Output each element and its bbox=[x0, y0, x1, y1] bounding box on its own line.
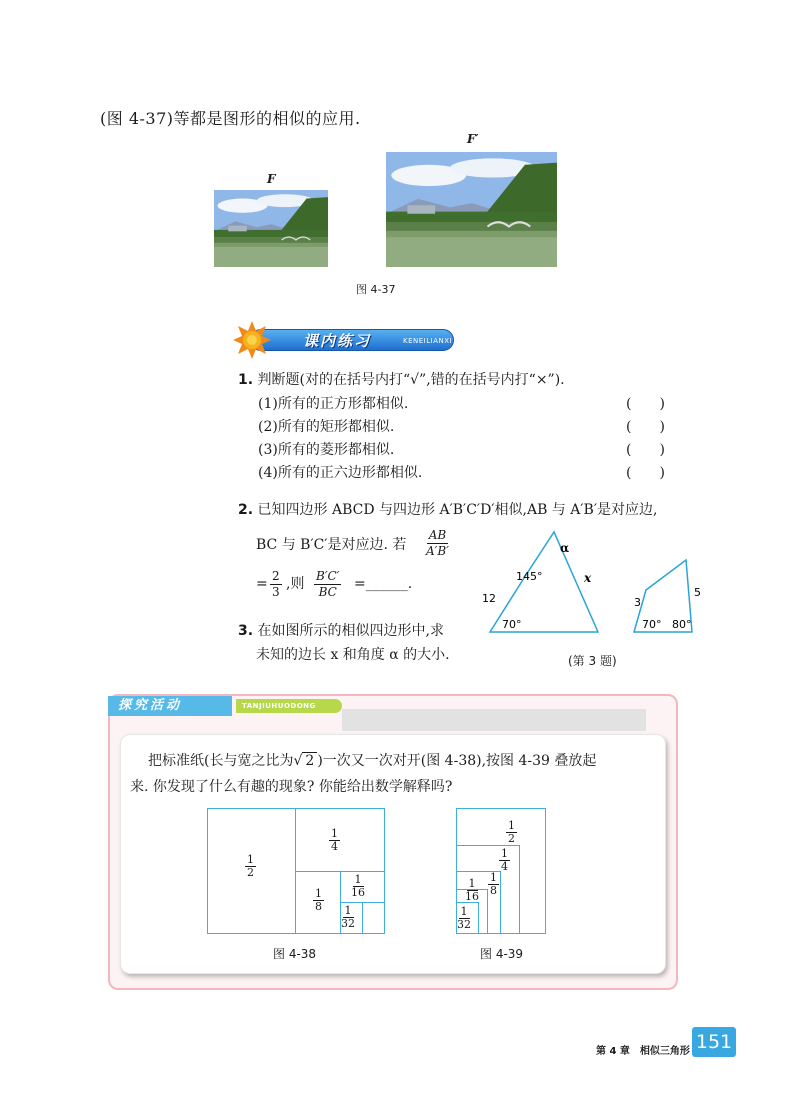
fraction-bc-prime-over-bc bbox=[314, 565, 341, 600]
question-3-line-1 bbox=[238, 619, 444, 643]
big-angle-alpha: α bbox=[560, 541, 570, 555]
q1-item-3-paren: ( ) bbox=[626, 442, 665, 458]
figure-caption-4-39: 图 4-39 bbox=[480, 947, 524, 961]
fig439-eighth-num: 1 bbox=[490, 871, 497, 884]
big-angle-70: 70° bbox=[502, 618, 522, 631]
fig439-frac-quarter bbox=[499, 848, 510, 873]
question-3-line-2: 未知的边长 x 和角度 α 的大小. bbox=[256, 647, 450, 663]
frac-two-thirds-den: 3 bbox=[272, 585, 280, 599]
fraction-ab-over-a-prime-b-prime bbox=[426, 524, 449, 559]
fig438-quarter-den: 4 bbox=[331, 840, 338, 853]
q1-item-4: (4)所有的正六边形都相似. bbox=[258, 465, 423, 481]
frac-two-thirds-num: 2 bbox=[272, 569, 280, 583]
explore-subtitle: TANJIUHUODONG bbox=[236, 699, 342, 713]
similar-quadrilaterals-figure bbox=[478, 528, 708, 638]
figure-4-38 bbox=[207, 808, 385, 934]
q1-item-1: (1)所有的正方形都相似. bbox=[258, 396, 409, 412]
intro-text: (图 4-37)等都是图形的相似的应用. bbox=[100, 109, 361, 128]
explore-line-1-b: )一次又一次对开(图 4-38),按图 4-39 叠放起 bbox=[317, 753, 597, 769]
fig439-thirtysecond-den: 32 bbox=[457, 918, 471, 931]
big-side-x: x bbox=[584, 571, 592, 585]
fig439-thirtysecond-num: 1 bbox=[460, 905, 468, 918]
explore-line-2: 来. 你发现了什么有趣的现象? 你能给出数学解释吗? bbox=[130, 779, 453, 795]
small-side-3: 3 bbox=[634, 596, 641, 609]
fig438-thirtysecond-den: 32 bbox=[341, 917, 355, 930]
frac-ab-num: AB bbox=[428, 528, 447, 542]
fig439-frac-eighth bbox=[488, 872, 499, 897]
fig439-quarter-den: 4 bbox=[501, 860, 508, 873]
frac-ab-den: A′B′ bbox=[426, 544, 449, 558]
question-2-then: ,则 bbox=[286, 576, 305, 592]
fig438-frac-half bbox=[245, 854, 256, 879]
explore-line-1-a: 把标准纸(长与宽之比为 bbox=[148, 753, 294, 769]
fig439-frac-thirtysecond bbox=[457, 906, 471, 931]
question-1-number: 1. bbox=[238, 372, 254, 388]
sqrt-icon: √ bbox=[293, 753, 303, 769]
frac-bc-den: BC bbox=[318, 585, 337, 599]
question-2-line-1 bbox=[238, 498, 708, 522]
question-2-answer-blank: =______. bbox=[354, 576, 413, 592]
question-2-number: 2. bbox=[238, 502, 254, 518]
fig439-frac-half bbox=[506, 820, 517, 845]
figure-label-f: F bbox=[267, 172, 276, 186]
question-3-number: 3. bbox=[238, 623, 254, 639]
practice-banner-bar bbox=[250, 329, 454, 351]
footer-chapter: 第 4 章 相似三角形 bbox=[596, 1046, 690, 1057]
fig438-sixteenth-den: 16 bbox=[351, 886, 365, 899]
fig438-frac-quarter bbox=[329, 828, 340, 853]
question-2-text-1: 已知四边形 ABCD 与四边形 A′B′C′D′相似,AB 与 A′B′是对应边, bbox=[257, 502, 658, 518]
explore-line-1 bbox=[148, 748, 596, 774]
practice-banner bbox=[232, 320, 456, 360]
fig438-eighth-num: 1 bbox=[315, 887, 322, 900]
big-angle-145: 145° bbox=[516, 570, 543, 583]
question-3-caption: (第 3 题) bbox=[568, 654, 617, 668]
figure-caption-4-37: 图 4-37 bbox=[356, 283, 396, 296]
fig438-frac-sixteenth bbox=[351, 874, 365, 899]
fig438-thirtysecond-num: 1 bbox=[344, 904, 352, 917]
question-1-prompt bbox=[238, 368, 565, 392]
fig438-frac-thirtysecond bbox=[341, 905, 355, 930]
explore-stripe bbox=[342, 709, 646, 731]
question-3-text-1: 在如图所示的相似四边形中,求 bbox=[257, 623, 444, 639]
small-angle-80: 80° bbox=[672, 618, 692, 631]
question-1-text: 判断题(对的在括号内打“√”,错的在括号内打“×”). bbox=[257, 372, 565, 388]
landscape-photo-small bbox=[214, 190, 328, 267]
fig439-half-den: 2 bbox=[508, 832, 515, 845]
sun-icon bbox=[232, 320, 272, 360]
fig438-sixteenth-num: 1 bbox=[354, 873, 362, 886]
q1-item-1-paren: ( ) bbox=[626, 396, 665, 412]
fig438-half-den: 2 bbox=[247, 866, 254, 879]
q1-item-4-paren: ( ) bbox=[626, 465, 665, 481]
fig439-sixteenth-den: 16 bbox=[465, 890, 479, 903]
big-side-12: 12 bbox=[482, 592, 496, 605]
fig439-half-num: 1 bbox=[508, 819, 515, 832]
fig438-frac-eighth bbox=[313, 888, 324, 913]
fraction-two-thirds bbox=[270, 565, 282, 600]
page-number: 151 bbox=[692, 1027, 736, 1057]
q1-item-2-paren: ( ) bbox=[626, 419, 665, 435]
figure-caption-4-38: 图 4-38 bbox=[273, 947, 317, 961]
figure-4-39 bbox=[456, 808, 546, 934]
small-side-5: 5 bbox=[694, 586, 701, 599]
fig439-quarter-num: 1 bbox=[501, 847, 508, 860]
fig439-eighth-den: 8 bbox=[490, 884, 497, 897]
figure-label-f-prime: F′ bbox=[467, 132, 479, 146]
practice-subtitle: KENEILIANXI bbox=[403, 337, 453, 345]
frac-bc-num: B′C′ bbox=[316, 569, 340, 583]
landscape-photo-large bbox=[386, 152, 557, 267]
practice-title: 课内练习 bbox=[303, 332, 372, 350]
fig438-half-num: 1 bbox=[247, 853, 254, 866]
fig439-frac-sixteenth bbox=[465, 878, 479, 903]
question-2-line-2: BC 与 B′C′是对应边. 若 bbox=[256, 537, 407, 553]
sqrt-value: 2 bbox=[302, 752, 317, 769]
explore-title: 探究活动 bbox=[118, 698, 183, 713]
big-quadrilateral bbox=[490, 532, 598, 632]
fig438-quarter-num: 1 bbox=[331, 827, 338, 840]
q1-item-3: (3)所有的菱形都相似. bbox=[258, 442, 395, 458]
fig439-sixteenth-num: 1 bbox=[468, 877, 476, 890]
figure-4-38-lines bbox=[207, 808, 385, 934]
q1-item-2: (2)所有的矩形都相似. bbox=[258, 419, 395, 435]
question-2-eq-prefix: = bbox=[256, 576, 268, 592]
small-angle-70: 70° bbox=[642, 618, 662, 631]
fig438-eighth-den: 8 bbox=[315, 900, 322, 913]
